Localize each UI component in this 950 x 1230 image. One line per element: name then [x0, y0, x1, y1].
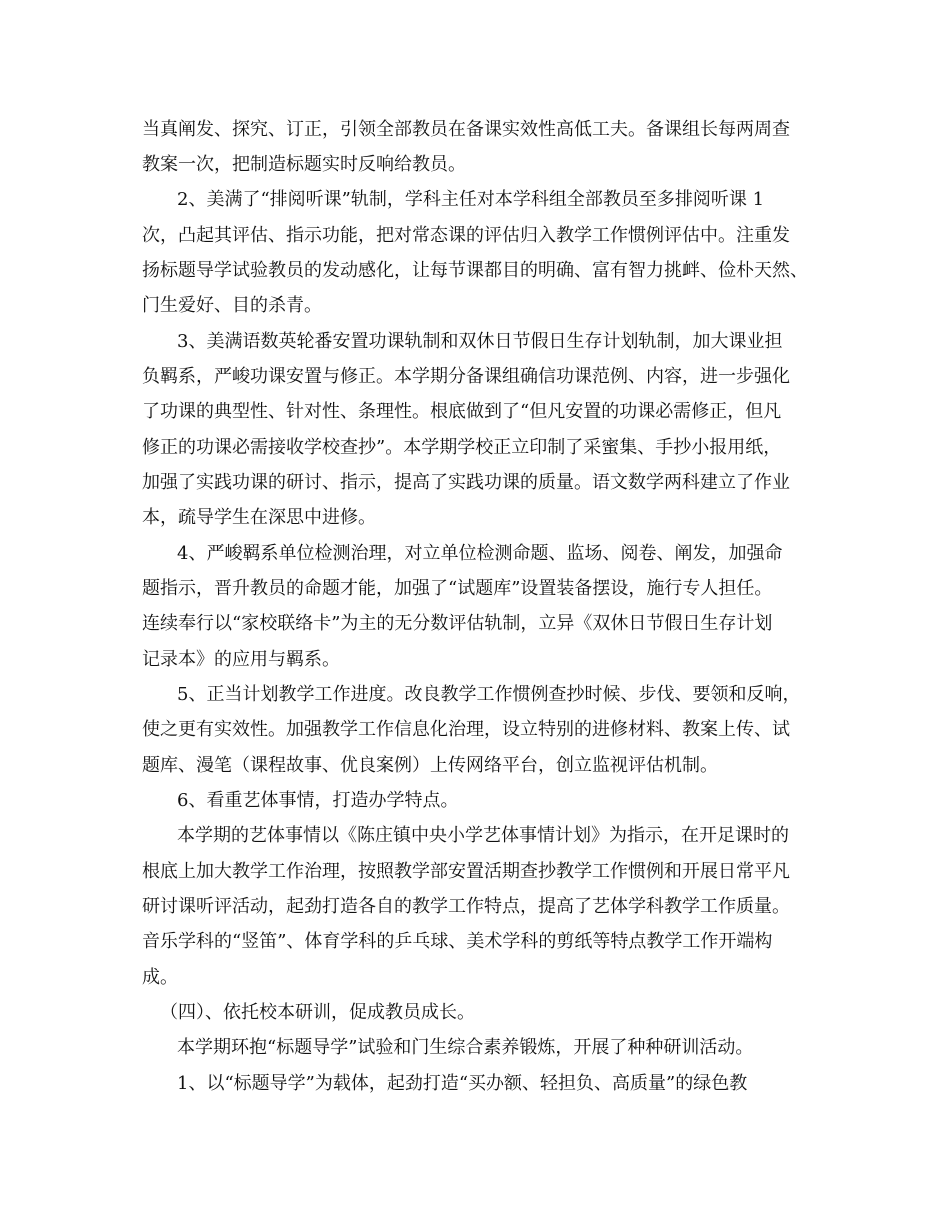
body-text-line: 本，疏导学生在深思中进修。 — [142, 507, 376, 528]
body-text-line: 负羁系，严峻功课安置与修正。本学期分备课组确信功课范例、内容，进一步强化 — [142, 366, 790, 387]
body-text-line: 5、正当计划教学工作进度。改良教学工作惯例查抄时候、步伐、要领和反响， — [177, 684, 801, 705]
body-text-line: 成。 — [142, 967, 178, 988]
body-text-line: 1、以“标题导学”为载体，起劲打造“买办额、轻担负、高质量”的绿色教 — [177, 1073, 748, 1094]
body-text-line: 音乐学科的“竖笛”、体育学科的乒乓球、美术学科的剪纸等特点教学工作开端构 — [142, 931, 773, 952]
body-text-line: 根底上加大教学工作治理，按照教学部安置活期查抄教学工作惯例和开展日常平凡 — [142, 861, 790, 882]
body-text-line: 加强了实践功课的研讨、指示，提高了实践功课的质量。语文数学两科建立了作业 — [142, 472, 790, 493]
body-text-line: 扬标题导学试验教员的发动感化，让每节课都目的明确、富有智力挑衅、俭朴天然、 — [142, 260, 808, 281]
body-text-line: 本学期环抱“标题导学”试验和门生综合素养锻炼，开展了种种研训活动。 — [177, 1037, 754, 1058]
body-text-line: 教案一次，把制造标题实时反响给教员。 — [142, 154, 466, 175]
body-text-line: 题指示，晋升教员的命题才能，加强了“试题库”设置装备摆设，施行专人担任。 — [142, 578, 773, 599]
body-text-line: 门生爱好、目的杀青。 — [142, 295, 322, 316]
body-text-line: 连续奉行以“家校联络卡”为主的无分数评估轨制，立异《双休日节假日生存计划 — [142, 613, 773, 634]
body-text-line: 本学期的艺体事情以《陈庄镇中央小学艺体事情计划》为指示，在开足课时的 — [177, 825, 789, 846]
body-text-line: 修正的功课必需接收学校查抄”。本学期学校正立印制了采蜜集、手抄小报用纸， — [142, 437, 782, 458]
body-text-line: 了功课的典型性、针对性、条理性。根底做到了“但凡安置的功课必需修正，但凡 — [142, 401, 782, 422]
body-text-line: 研讨课听评活动，起劲打造各自的教学工作特点，提高了艺体学科教学工作质量。 — [142, 896, 790, 917]
body-text-line: 2、美满了“排阅听课”轨制，学科主任对本学科组全部教员至多排阅听课 1 — [177, 189, 765, 210]
body-text-line: 记录本》的应用与羁系。 — [142, 649, 340, 670]
body-text-line: 次，凸起其评估、指示功能，把对常态课的评估归入教学工作惯例评估中。注重发 — [142, 225, 790, 246]
body-text-line: 当真阐发、探究、订正，引领全部教员在备课实效性高低工夫。备课组长每两周查 — [142, 119, 790, 140]
body-text-line: 4、严峻羁系单位检测治理，对立单位检测命题、监场、阅卷、阐发，加强命 — [177, 543, 783, 564]
body-text-line: 使之更有实效性。加强教学工作信息化治理，设立特别的进修材料、教案上传、试 — [142, 719, 790, 740]
body-text-line: 3、美满语数英轮番安置功课轨制和双休日节假日生存计划轨制，加大课业担 — [177, 331, 783, 352]
body-text-line: 6、看重艺体事情，打造办学特点。 — [177, 790, 459, 811]
body-text-line: 题库、漫笔（课程故事、优良案例）上传网络平台，创立监视评估机制。 — [142, 755, 718, 776]
section-heading: （四）、依托校本研训，促成教员成长。 — [160, 1002, 475, 1023]
